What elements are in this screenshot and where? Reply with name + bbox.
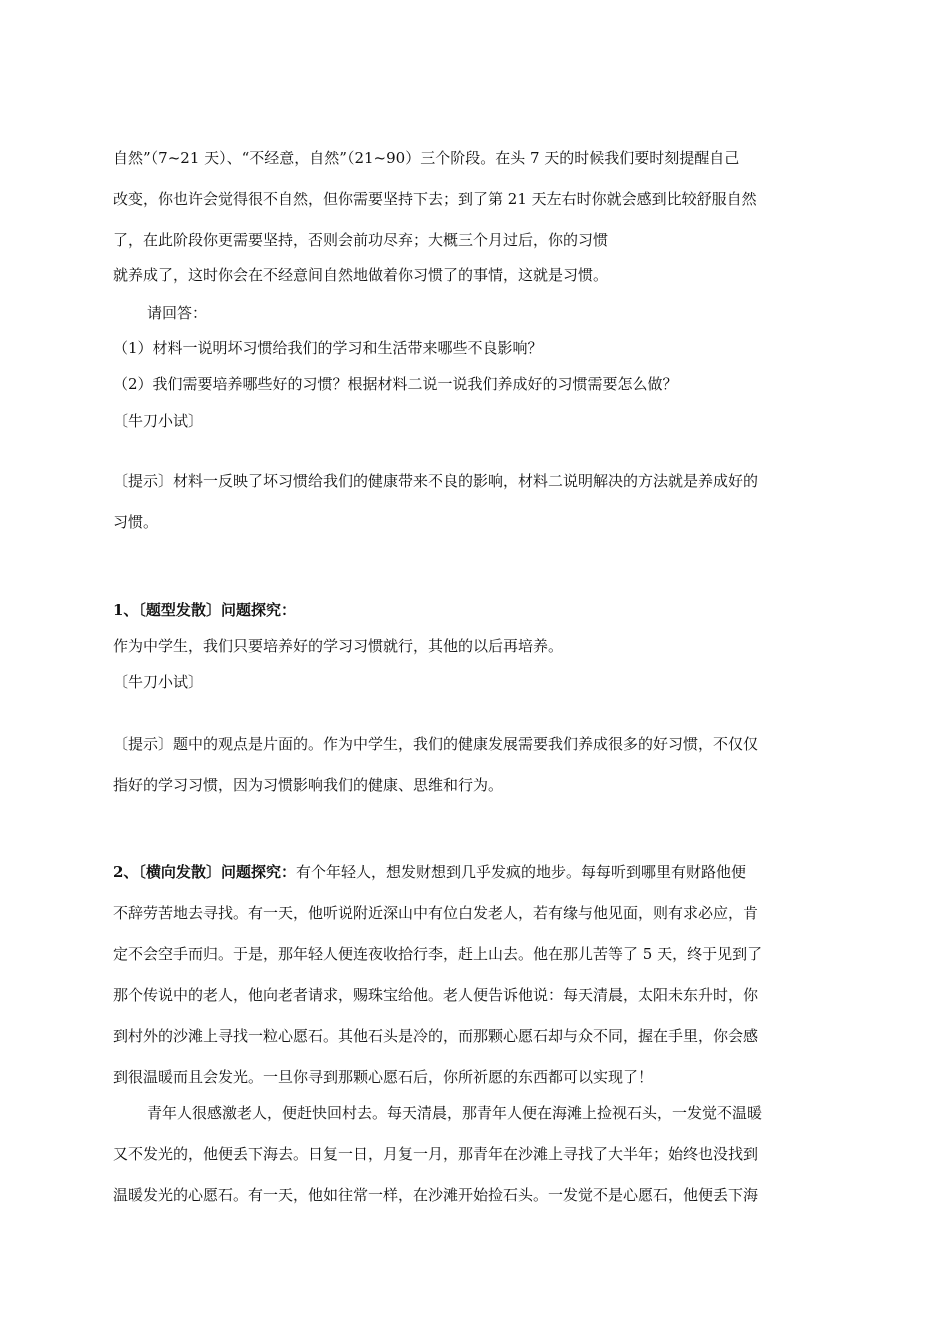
section-heading-2: 2、〔横向发散〕问题探究：: [113, 863, 296, 881]
text-line: 温暖发光的心愿石。有一天，他如往常一样，在沙滩开始捡石头。一发觉不是心愿石，他便丢下海: [113, 1186, 759, 1204]
text-line: 定不会空手而归。于是，那年轻人便连夜收拾行李，赶上山去。他在那儿苦等了 5 天，终于见到了: [113, 945, 763, 963]
text-line: 了，在此阶段你更需要坚持，否则会前功尽弃；大概三个月过后，你的习惯: [113, 231, 609, 249]
text-line: 到很温暖而且会发光。一旦你寻到那颗心愿石后，你所祈愿的东西都可以实现了！: [113, 1068, 654, 1086]
section-heading-1: 1、〔题型发散〕问题探究：: [113, 601, 296, 619]
hint-line: 指好的学习习惯，因为习惯影响我们的健康、思维和行为。: [113, 776, 504, 794]
prompt-ask: 请回答：: [147, 304, 208, 322]
text-line: 到村外的沙滩上寻找一粒心愿石。其他石头是冷的，而那颗心愿石却与众不同，握在手里，你会感: [113, 1027, 759, 1045]
text-line: 自然”（7~21 天）、“不经意，自然”（21~90）三个阶段。在头 7 天的时候我们要时刻提醒自己: [113, 149, 740, 167]
hint-line: 习惯。: [113, 513, 159, 531]
trial-label: 〔牛刀小试〕: [113, 412, 204, 430]
text-line: 就养成了，这时你会在不经意间自然地做着你习惯了的事情，这就是习惯。: [113, 266, 609, 284]
hint-line: 〔提示〕题中的观点是片面的。作为中学生，我们的健康发展需要我们养成很多的好习惯，不仅仅: [113, 735, 759, 753]
question-2: （2）我们需要培养哪些好的习惯？根据材料二说一说我们养成好的习惯需要怎么做？: [113, 375, 678, 393]
section2-first-line-text: 有个年轻人，想发财想到几乎发疯的地步。每每听到哪里有财路他便: [295, 863, 746, 881]
paragraph-first-line: 青年人很感激老人，便赶快回村去。每天清晨，那青年人便在海滩上捡视石头，一发觉不温暖: [147, 1104, 763, 1122]
text-line: 改变，你也许会觉得很不自然，但你需要坚持下去；到了第 21 天左右时你就会感到比较舒服自然: [113, 190, 757, 208]
hint-line: 〔提示〕材料一反映了坏习惯给我们的健康带来不良的影响，材料二说明解决的方法就是养成好的: [113, 472, 759, 490]
section2-first-line: [113, 862, 746, 882]
text-line: 不辞劳苦地去寻找。有一天，他听说附近深山中有位白发老人，若有缘与他见面，则有求必应，肯: [113, 904, 759, 922]
question-1: （1）材料一说明坏习惯给我们的学习和生活带来哪些不良影响？: [113, 339, 543, 357]
text-line: 又不发光的，他便丢下海去。日复一日，月复一月，那青年在沙滩上寻找了大半年；始终也没找到: [113, 1145, 759, 1163]
trial-label: 〔牛刀小试〕: [113, 673, 204, 691]
text-line: 那个传说中的老人，他向老者请求，赐珠宝给他。老人便告诉他说：每天清晨，太阳未东升时，你: [113, 986, 759, 1004]
section1-statement: 作为中学生，我们只要培养好的学习习惯就行，其他的以后再培养。: [113, 637, 564, 655]
